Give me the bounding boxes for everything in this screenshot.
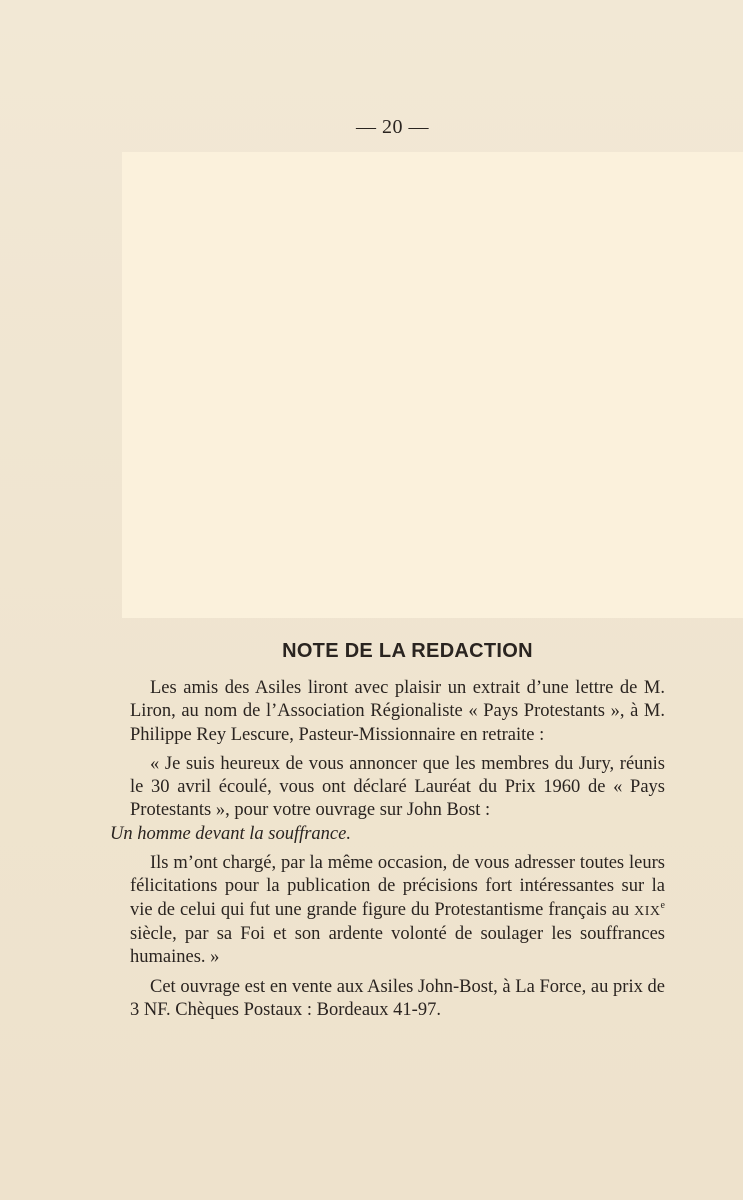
page-number: — 20 —	[356, 116, 429, 138]
editorial-note	[110, 640, 665, 1028]
blank-image-area	[122, 152, 743, 618]
book-title: Un homme devant la souffrance.	[110, 823, 351, 844]
paragraph-intro: Les amis des Asiles liront avec plaisir un extrait d’une lettre de M. Liron, au nom de l’Association Régionaliste « Pays Protestants », à M. Philippe Rey Lescure, Pasteur-Missionnaire en retraite :	[130, 678, 665, 745]
congrats-text-start: Ils m’ont chargé, par la même occasion, de vous adresser toutes leurs félicitations pour la publication de précisions fort intéressantes sur la vie de celui qui fut une grande figure du Protestantisme français au	[130, 853, 665, 920]
paragraph-sale-info: Cet ouvrage est en vente aux Asiles John-Bost, à La Force, au prix de 3 NF. Chèques Postaux : Bordeaux 41-97.	[130, 976, 665, 1020]
paragraph-congratulations	[130, 852, 665, 969]
century-superscript: e	[660, 899, 665, 911]
article-heading: NOTE DE LA REDACTION	[282, 640, 533, 662]
congrats-text-end: siècle, par sa Foi et son ardente volonté de soulager les souffrances humaines. »	[130, 923, 665, 968]
paragraph-quote	[110, 753, 665, 846]
quote-text: « Je suis heureux de vous annoncer que les membres du Jury, réunis le 30 avril écoulé, vous ont déclaré Lauréat du Prix 1960 de « Pays Protestants », pour votre ouvrage sur John Bost :	[130, 753, 665, 821]
century-numeral: XIX	[634, 903, 661, 919]
